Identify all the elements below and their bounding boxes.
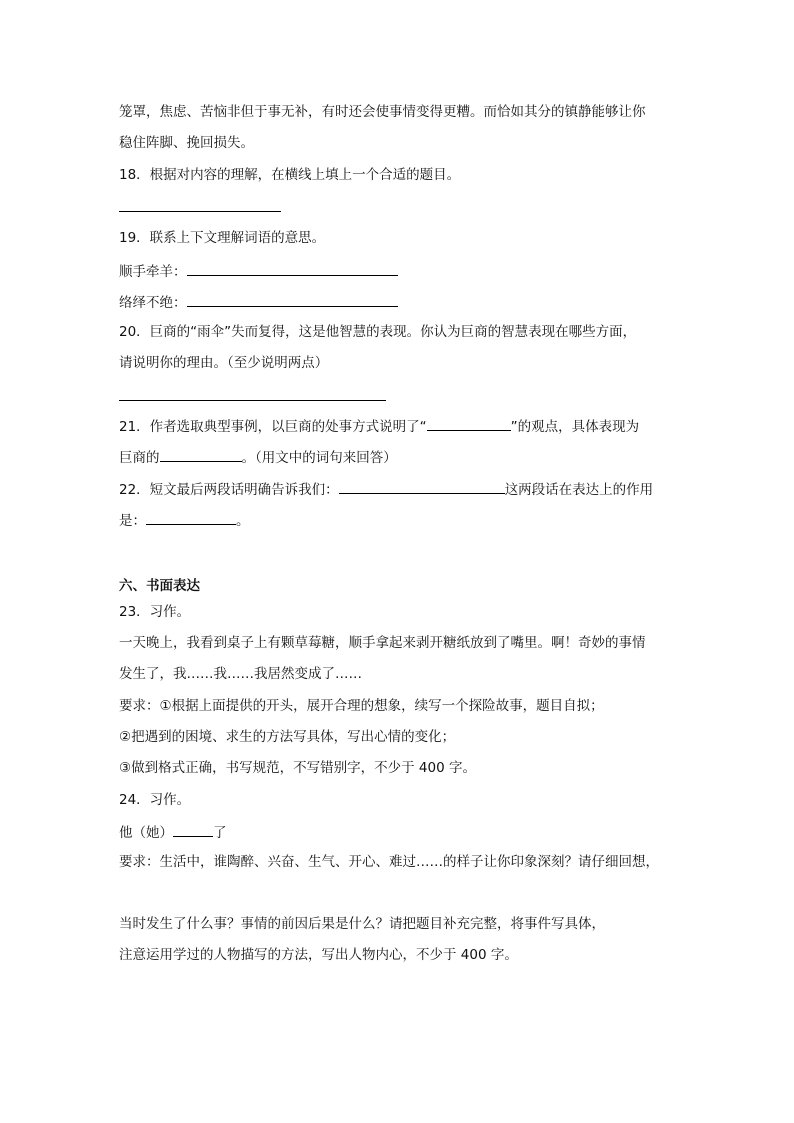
question-23-requirement-1: 要求：①根据上面提供的开头，展开合理的想象，续写一个探险故事，题目自拟； (119, 698, 604, 714)
passage-line-2: 稳住阵脚、挽回损失。 (119, 135, 254, 151)
question-22-part-3: 是： (119, 513, 146, 529)
question-21-part-2: ”的观点，具体表现为 (510, 419, 640, 435)
answer-blank-22-1[interactable] (339, 479, 505, 494)
section-6-title: 六、书面表达 (119, 578, 200, 594)
question-23-prompt-line-2: 发生了，我……我……我居然变成了…… (119, 666, 362, 682)
answer-blank-21-2[interactable] (160, 447, 242, 462)
question-23-requirement-2: ②把遇到的困境、求生的方法写具体，写出心情的变化； (119, 729, 456, 745)
passage-line-1: 笼罩，焦虑、苦恼非但于事无补，有时还会使事情变得更糟。而恰如其分的镇静能够让你 (119, 104, 646, 120)
question-19-item-1-label: 顺手牵羊： (119, 264, 187, 280)
question-20-line-2: 请说明你的理由。（至少说明两点） (119, 355, 329, 371)
question-21-part-1: 21．作者选取典型事例，以巨商的处事方式说明了“ (119, 419, 427, 435)
question-24-requirement-1: 要求：生活中，谁陶醉、兴奋、生气、开心、难过……的样子让你印象深刻？请仔细回想， (119, 854, 659, 870)
question-20-line-1: 20．巨商的“雨伞”失而复得，这是他智慧的表现。你认为巨商的智慧表现在哪些方面， (119, 324, 637, 340)
question-22-part-1: 22．短文最后两段话明确告诉我们： (119, 482, 339, 498)
answer-line-18[interactable] (119, 211, 281, 212)
question-19-item-2-label: 络绎不绝： (119, 295, 187, 311)
answer-blank-24-title[interactable] (173, 822, 213, 837)
question-19: 19．联系上下文理解词语的意思。 (119, 230, 326, 246)
question-18: 18．根据对内容的理解，在横线上填上一个合适的题目。 (119, 167, 461, 183)
question-23-requirement-3: ③做到格式正确，书写规范，不写错别字，不少于 400 字。 (119, 760, 476, 776)
question-23-prompt-line-1: 一天晚上，我看到桌子上有颗草莓糖，顺手拿起来剥开糖纸放到了嘴里。啊！奇妙的事情 (119, 635, 646, 651)
question-24-title (119, 822, 227, 842)
question-24-requirement-2: 当时发生了什么事？事情的前因后果是什么？请把题目补充完整，将事件写具体， (119, 916, 605, 932)
question-23-label: 23．习作。 (119, 604, 191, 620)
question-22-part-4: 。 (236, 513, 250, 529)
question-22-line-1 (119, 479, 653, 499)
question-21-line-2 (119, 447, 397, 467)
question-19-item-1 (119, 261, 398, 281)
question-24-title-part-2: 了 (213, 825, 227, 841)
answer-blank-22-2[interactable] (146, 510, 236, 525)
question-24-requirement-3: 注意运用学过的人物描写的方法，写出人物内心，不少于 400 字。 (119, 947, 518, 963)
question-24-title-part-1: 他（她） (119, 825, 173, 841)
answer-blank-19-1[interactable] (187, 261, 398, 276)
answer-blank-21-1[interactable] (427, 416, 511, 431)
answer-blank-19-2[interactable] (187, 292, 398, 307)
question-22-line-2 (119, 510, 250, 530)
question-21-part-4: 。（用文中的词句来回答） (241, 450, 397, 466)
question-22-part-2: 这两段话在表达上的作用 (504, 482, 654, 498)
question-24-label: 24．习作。 (119, 792, 191, 808)
question-19-item-2 (119, 292, 398, 312)
question-21-line-1 (119, 416, 639, 436)
question-21-part-3: 巨商的 (119, 450, 160, 466)
answer-line-20[interactable] (119, 400, 386, 401)
